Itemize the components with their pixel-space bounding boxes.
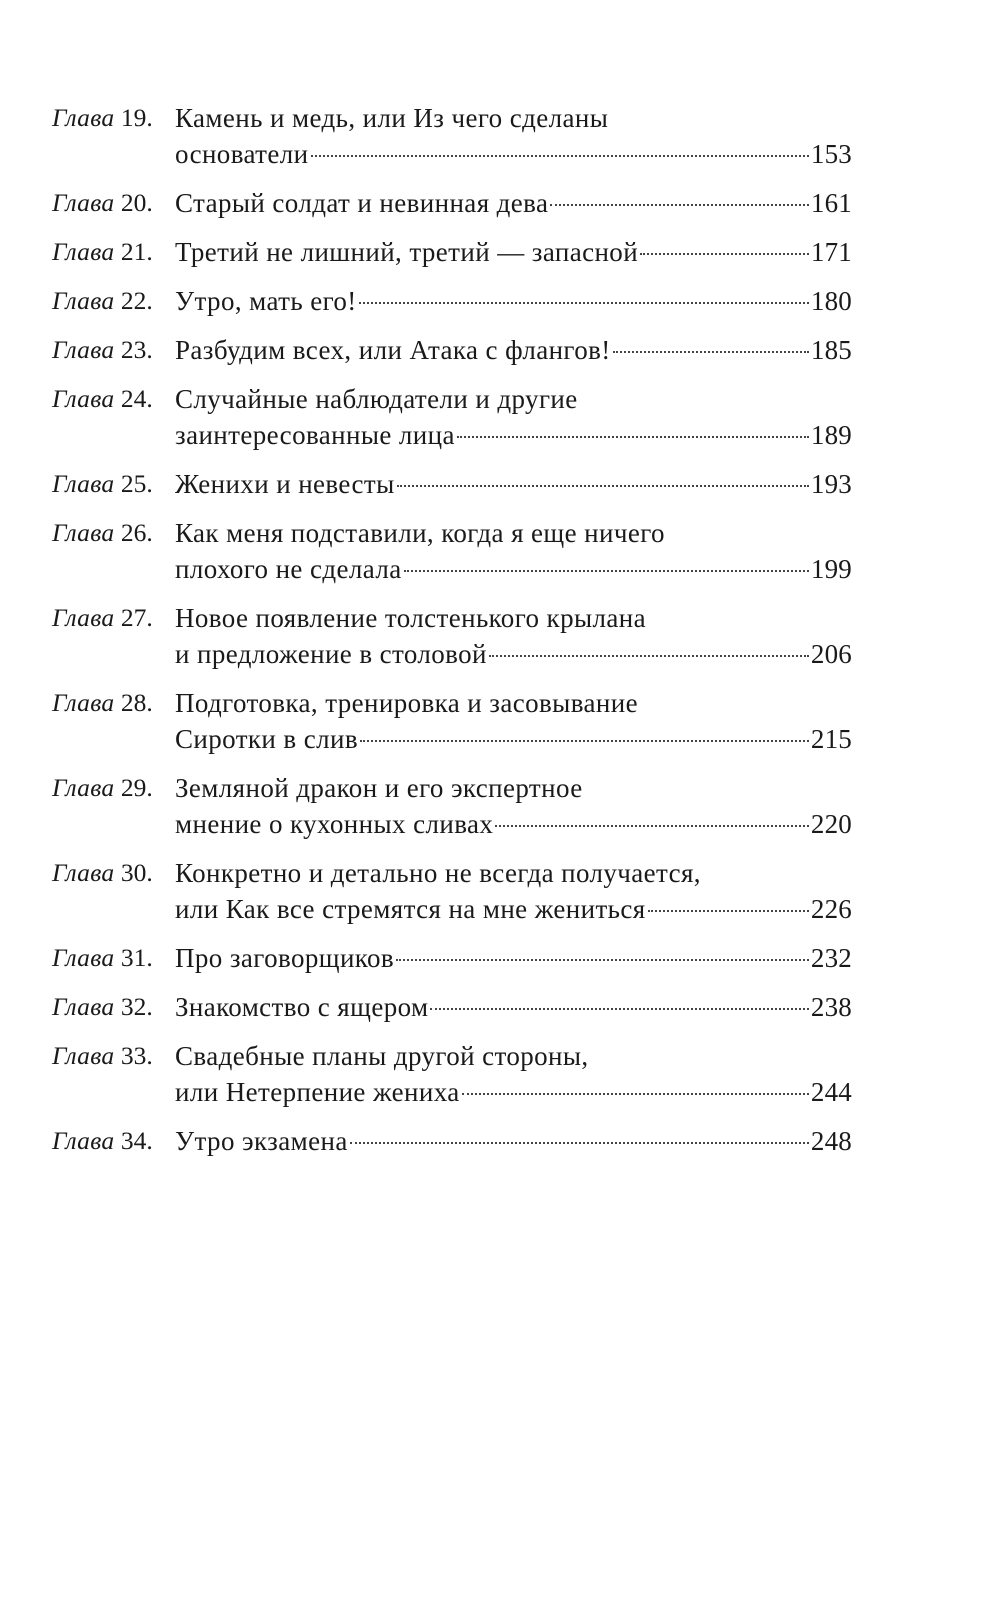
chapter-title-text: Третий не лишний, третий — запасной — [175, 237, 639, 267]
page-number: 185 — [810, 335, 852, 365]
page-number: 206 — [810, 639, 852, 669]
chapter-word: Глава — [52, 518, 115, 547]
dot-leader — [457, 436, 809, 438]
toc-entry — [52, 855, 852, 927]
chapter-title-last-line — [175, 891, 852, 927]
dot-leader — [462, 1093, 809, 1095]
chapter-title-text: и предложение в столовой — [175, 639, 487, 669]
page-number: 238 — [810, 992, 852, 1022]
toc-entry — [52, 234, 852, 270]
toc-entry — [52, 100, 852, 172]
toc-entry — [52, 332, 852, 368]
toc-entry — [52, 381, 852, 453]
toc-entry — [52, 770, 852, 842]
dot-leader — [311, 155, 809, 157]
chapter-title-block — [175, 332, 852, 368]
chapter-word: Глава — [52, 237, 115, 266]
chapter-title-text: Женихи и невесты — [175, 469, 395, 499]
chapter-label — [52, 1038, 175, 1074]
page-number: 226 — [810, 894, 852, 924]
chapter-label — [52, 1123, 175, 1159]
toc-entry — [52, 600, 852, 672]
chapter-title-last-line — [175, 332, 852, 368]
chapter-number: 32. — [120, 992, 153, 1021]
toc-entry — [52, 185, 852, 221]
chapter-number: 25. — [120, 469, 153, 498]
chapter-label — [52, 600, 175, 636]
table-of-contents — [52, 100, 852, 1172]
chapter-title-last-line — [175, 1074, 852, 1110]
chapter-title-block — [175, 234, 852, 270]
dot-leader — [350, 1142, 809, 1144]
chapter-title-last-line — [175, 551, 852, 587]
chapter-title-last-line — [175, 940, 852, 976]
chapter-title-block — [175, 466, 852, 502]
chapter-word: Глава — [52, 469, 115, 498]
chapter-number: 34. — [120, 1126, 153, 1155]
dot-leader — [489, 655, 809, 657]
chapter-title-text: Сиротки в слив — [175, 724, 358, 754]
toc-entry — [52, 685, 852, 757]
chapter-word: Глава — [52, 335, 115, 364]
chapter-title-last-line — [175, 185, 852, 221]
chapter-label — [52, 466, 175, 502]
chapter-title-last-line — [175, 721, 852, 757]
chapter-word: Глава — [52, 384, 115, 413]
chapter-title-block — [175, 185, 852, 221]
toc-entry — [52, 515, 852, 587]
chapter-title-block — [175, 100, 852, 172]
page-number: 193 — [810, 469, 852, 499]
chapter-title-block — [175, 1038, 852, 1110]
toc-entry — [52, 940, 852, 976]
toc-entry — [52, 1038, 852, 1110]
chapter-title-line: Как меня подставили, когда я еще ничего — [175, 518, 665, 548]
page-number: 180 — [810, 286, 852, 316]
page-number: 171 — [810, 237, 852, 267]
dot-leader — [430, 1008, 808, 1010]
chapter-title-block — [175, 770, 852, 842]
chapter-number: 23. — [120, 335, 153, 364]
chapter-label — [52, 989, 175, 1025]
chapter-title-line: Подготовка, тренировка и засовывание — [175, 688, 638, 718]
chapter-title-text: заинтересованные лица — [175, 420, 455, 450]
chapter-number: 21. — [120, 237, 153, 266]
chapter-number: 24. — [120, 384, 153, 413]
dot-leader — [404, 570, 809, 572]
chapter-title-text: или Как все стремятся на мне жениться — [175, 894, 646, 924]
page-number: 189 — [810, 420, 852, 450]
chapter-label — [52, 855, 175, 891]
chapter-number: 29. — [120, 773, 153, 802]
chapter-word: Глава — [52, 943, 115, 972]
dot-leader — [359, 302, 809, 304]
dot-leader — [396, 959, 809, 961]
chapter-title-block — [175, 855, 852, 927]
chapter-title-text: мнение о кухонных сливах — [175, 809, 494, 839]
chapter-number: 31. — [120, 943, 153, 972]
chapter-title-last-line — [175, 466, 852, 502]
chapter-title-text: Разбудим всех, или Атака с флангов! — [175, 335, 611, 365]
chapter-title-block — [175, 1123, 852, 1159]
dot-leader — [550, 204, 809, 206]
chapter-title-block — [175, 989, 852, 1025]
page-number: 215 — [810, 724, 852, 754]
chapter-title-last-line — [175, 636, 852, 672]
dot-leader — [613, 351, 809, 353]
chapter-title-text: или Нетерпение жениха — [175, 1077, 460, 1107]
chapter-title-text: плохого не сделала — [175, 554, 402, 584]
chapter-title-text: Утро, мать его! — [175, 286, 357, 316]
toc-entry — [52, 466, 852, 502]
chapter-title-line: Земляной дракон и его экспертное — [175, 773, 583, 803]
chapter-title-line: Свадебные планы другой стороны, — [175, 1041, 589, 1071]
chapter-word: Глава — [52, 773, 115, 802]
chapter-title-block — [175, 685, 852, 757]
chapter-title-last-line — [175, 989, 852, 1025]
chapter-label — [52, 100, 175, 136]
page-number: 161 — [810, 188, 852, 218]
chapter-title-line: Камень и медь, или Из чего сделаны — [175, 103, 609, 133]
chapter-title-line: Случайные наблюдатели и другие — [175, 384, 578, 414]
chapter-label — [52, 234, 175, 270]
chapter-number: 30. — [120, 858, 153, 887]
chapter-title-text: Знакомство с ящером — [175, 992, 429, 1022]
chapter-word: Глава — [52, 992, 115, 1021]
chapter-word: Глава — [52, 688, 115, 717]
chapter-title-block — [175, 940, 852, 976]
chapter-title-text: основатели — [175, 139, 309, 169]
chapter-word: Глава — [52, 103, 115, 132]
chapter-title-last-line — [175, 283, 852, 319]
chapter-label — [52, 332, 175, 368]
chapter-title-block — [175, 381, 852, 453]
chapter-number: 22. — [120, 286, 153, 315]
toc-entry — [52, 1123, 852, 1159]
page-number: 232 — [810, 943, 852, 973]
chapter-word: Глава — [52, 1126, 115, 1155]
chapter-word: Глава — [52, 603, 115, 632]
chapter-title-text: Про заговорщиков — [175, 943, 394, 973]
chapter-title-block — [175, 283, 852, 319]
page-number: 153 — [810, 139, 852, 169]
chapter-word: Глава — [52, 858, 115, 887]
chapter-label — [52, 283, 175, 319]
chapter-title-last-line — [175, 234, 852, 270]
dot-leader — [495, 825, 809, 827]
toc-entry — [52, 989, 852, 1025]
chapter-title-last-line — [175, 1123, 852, 1159]
chapter-word: Глава — [52, 286, 115, 315]
chapter-title-line: Новое появление толстенького крылана — [175, 603, 647, 633]
chapter-title-block — [175, 600, 852, 672]
dot-leader — [397, 485, 809, 487]
chapter-title-line: Конкретно и детально не всегда получается, — [175, 858, 701, 888]
chapter-word: Глава — [52, 1041, 115, 1070]
chapter-title-last-line — [175, 417, 852, 453]
chapter-number: 28. — [120, 688, 153, 717]
chapter-word: Глава — [52, 188, 115, 217]
dot-leader — [360, 740, 809, 742]
chapter-number: 26. — [120, 518, 153, 547]
chapter-label — [52, 940, 175, 976]
chapter-label — [52, 381, 175, 417]
chapter-label — [52, 685, 175, 721]
page-number: 199 — [810, 554, 852, 584]
dot-leader — [648, 910, 809, 912]
page-number: 244 — [810, 1077, 852, 1107]
chapter-title-last-line — [175, 136, 852, 172]
chapter-label — [52, 515, 175, 551]
page-number: 220 — [810, 809, 852, 839]
page-number: 248 — [810, 1126, 852, 1156]
dot-leader — [640, 253, 809, 255]
chapter-title-text: Старый солдат и невинная дева — [175, 188, 549, 218]
chapter-label — [52, 185, 175, 221]
chapter-number: 33. — [120, 1041, 153, 1070]
chapter-title-block — [175, 515, 852, 587]
chapter-title-last-line — [175, 806, 852, 842]
chapter-number: 27. — [120, 603, 153, 632]
toc-entry — [52, 283, 852, 319]
chapter-number: 19. — [120, 103, 153, 132]
chapter-number: 20. — [120, 188, 153, 217]
chapter-label — [52, 770, 175, 806]
chapter-title-text: Утро экзамена — [175, 1126, 348, 1156]
